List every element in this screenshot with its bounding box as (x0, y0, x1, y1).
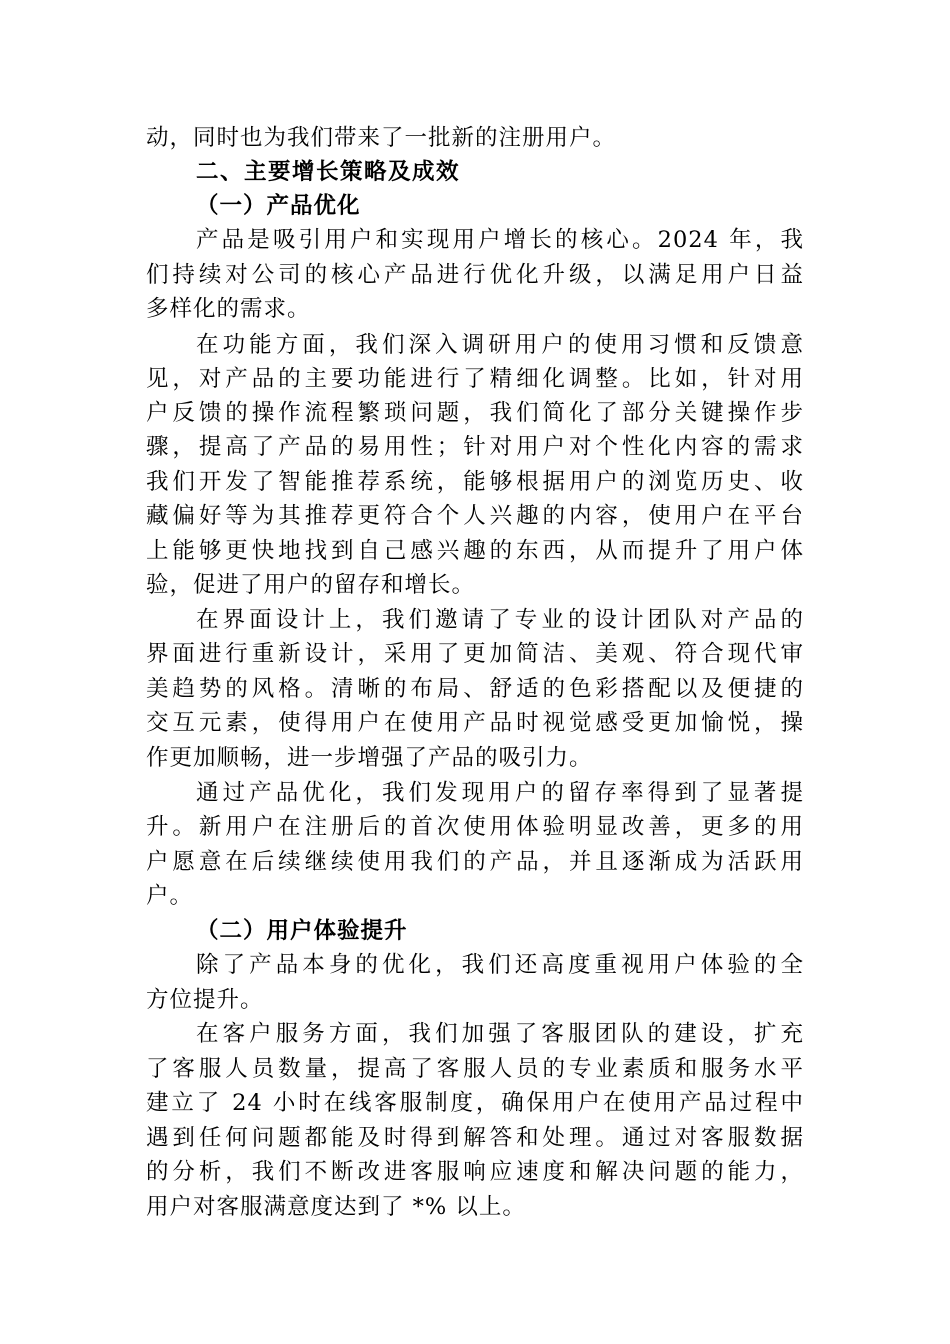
paragraph-line: 建立了 24 小时在线客服制度，确保用户在使用产品过程中 (146, 1090, 804, 1116)
paragraph-line: 除了产品本身的优化，我们还高度重视用户体验的全 (196, 952, 804, 978)
subsection-heading: （一）产品优化 (196, 193, 361, 219)
paragraph-line: 美趋势的风格。清晰的布局、舒适的色彩搭配以及便捷的 (146, 676, 804, 702)
paragraph-line: 户反馈的操作流程繁琐问题，我们简化了部分关键操作步 (146, 400, 804, 426)
paragraph-line: 在客户服务方面，我们加强了客服团队的建设，扩充 (196, 1021, 804, 1047)
paragraph-line: 动，同时也为我们带来了一批新的注册用户。 (146, 125, 617, 151)
paragraph-line: 产品是吸引用户和实现用户增长的核心。2024 年，我 (196, 227, 804, 253)
paragraph-line: 上能够更快地找到自己感兴趣的东西，从而提升了用户体 (146, 538, 804, 564)
paragraph-line: 的分析，我们不断改进客服响应速度和解决问题的能力， (146, 1159, 804, 1185)
paragraph-line: 遇到任何问题都能及时得到解答和处理。通过对客服数据 (146, 1125, 804, 1151)
paragraph-line: 户愿意在后续继续使用我们的产品，并且逐渐成为活跃用 (146, 849, 804, 875)
paragraph-line: 在界面设计上，我们邀请了专业的设计团队对产品的 (196, 607, 804, 633)
paragraph-line: 们持续对公司的核心产品进行优化升级，以满足用户日益 (146, 262, 804, 288)
paragraph-line: 通过产品优化，我们发现用户的留存率得到了显著提 (196, 780, 804, 806)
subsection-heading: （二）用户体验提升 (196, 918, 408, 944)
paragraph-line: 验，促进了用户的留存和增长。 (146, 572, 476, 598)
paragraph-line: 交互元素，使得用户在使用产品时视觉感受更加愉悦，操 (146, 710, 804, 736)
paragraph-line: 了客服人员数量，提高了客服人员的专业素质和服务水平 (146, 1056, 804, 1082)
paragraph-line: 我们开发了智能推荐系统，能够根据用户的浏览历史、收 (146, 469, 804, 495)
paragraph-line: 作更加顺畅，进一步增强了产品的吸引力。 (146, 745, 593, 771)
paragraph-line: 骤，提高了产品的易用性；针对用户对个性化内容的需求 (146, 434, 804, 460)
section-heading: 二、主要增长策略及成效 (196, 159, 461, 185)
paragraph-line: 用户对客服满意度达到了 *% 以上。 (146, 1194, 526, 1220)
paragraph-line: 藏偏好等为其推荐更符合个人兴趣的内容，使用户在平台 (146, 503, 804, 529)
paragraph-line: 方位提升。 (146, 987, 264, 1013)
paragraph-line: 户。 (146, 883, 194, 909)
paragraph-line: 在功能方面，我们深入调研用户的使用习惯和反馈意 (196, 332, 804, 358)
paragraph-line: 升。新用户在注册后的首次使用体验明显改善，更多的用 (146, 814, 804, 840)
paragraph-line: 多样化的需求。 (146, 296, 311, 322)
paragraph-line: 界面进行重新设计，采用了更加简洁、美观、符合现代审 (146, 641, 804, 667)
paragraph-line: 见，对产品的主要功能进行了精细化调整。比如，针对用 (146, 366, 804, 392)
